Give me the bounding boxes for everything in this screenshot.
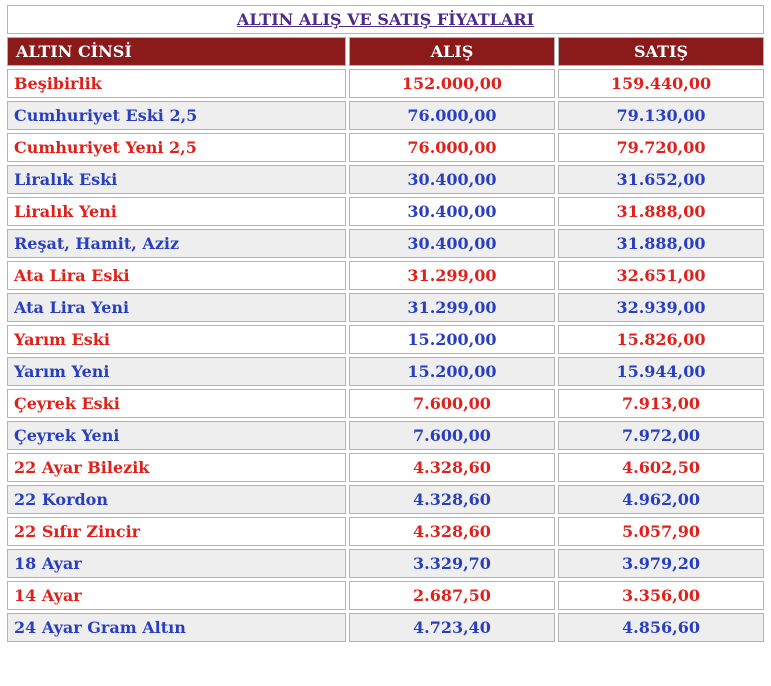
buy-price-cell: 30.400,00 <box>349 165 555 194</box>
gold-type-cell: 22 Sıfır Zincir <box>7 517 346 546</box>
sell-price-cell: 7.913,00 <box>558 389 764 418</box>
sell-price-cell: 4.962,00 <box>558 485 764 514</box>
table-row <box>7 229 764 258</box>
gold-type-cell: Çeyrek Yeni <box>7 421 346 450</box>
sell-price-cell: 7.972,00 <box>558 421 764 450</box>
gold-type-cell: Ata Lira Eski <box>7 261 346 290</box>
table-row <box>7 69 764 98</box>
buy-price-cell: 4.328,60 <box>349 485 555 514</box>
table-row <box>7 357 764 386</box>
buy-price-cell: 31.299,00 <box>349 293 555 322</box>
table-row <box>7 549 764 578</box>
sell-price-cell: 4.602,50 <box>558 453 764 482</box>
table-row <box>7 133 764 162</box>
gold-type-cell: Reşat, Hamit, Aziz <box>7 229 346 258</box>
sell-price-cell: 4.856,60 <box>558 613 764 642</box>
gold-type-cell: 14 Ayar <box>7 581 346 610</box>
sell-price-cell: 31.888,00 <box>558 229 764 258</box>
column-header-sell: SATIŞ <box>558 37 764 66</box>
gold-type-cell: 22 Kordon <box>7 485 346 514</box>
sell-price-cell: 32.939,00 <box>558 293 764 322</box>
title-link[interactable]: ALTIN ALIŞ VE SATIŞ FİYATLARI <box>236 10 535 29</box>
buy-price-cell: 4.723,40 <box>349 613 555 642</box>
gold-type-cell: Beşibirlik <box>7 69 346 98</box>
gold-type-cell: Yarım Eski <box>7 325 346 354</box>
column-header-buy: ALIŞ <box>349 37 555 66</box>
buy-price-cell: 3.329,70 <box>349 549 555 578</box>
sell-price-cell: 3.356,00 <box>558 581 764 610</box>
gold-price-table <box>4 2 767 645</box>
buy-price-cell: 7.600,00 <box>349 421 555 450</box>
gold-type-cell: Liralık Yeni <box>7 197 346 226</box>
gold-type-cell: 22 Ayar Bilezik <box>7 453 346 482</box>
buy-price-cell: 30.400,00 <box>349 197 555 226</box>
column-header-type: ALTIN CİNSİ <box>7 37 346 66</box>
gold-type-cell: 18 Ayar <box>7 549 346 578</box>
gold-type-cell: Yarım Yeni <box>7 357 346 386</box>
buy-price-cell: 30.400,00 <box>349 229 555 258</box>
sell-price-cell: 5.057,90 <box>558 517 764 546</box>
sell-price-cell: 31.652,00 <box>558 165 764 194</box>
table-row <box>7 581 764 610</box>
buy-price-cell: 7.600,00 <box>349 389 555 418</box>
sell-price-cell: 79.720,00 <box>558 133 764 162</box>
table-row <box>7 389 764 418</box>
gold-type-cell: Cumhuriyet Eski 2,5 <box>7 101 346 130</box>
sell-price-cell: 15.826,00 <box>558 325 764 354</box>
sell-price-cell: 3.979,20 <box>558 549 764 578</box>
table-row <box>7 293 764 322</box>
table-row <box>7 453 764 482</box>
buy-price-cell: 4.328,60 <box>349 517 555 546</box>
buy-price-cell: 76.000,00 <box>349 133 555 162</box>
sell-price-cell: 32.651,00 <box>558 261 764 290</box>
table-row <box>7 517 764 546</box>
sell-price-cell: 159.440,00 <box>558 69 764 98</box>
header-row <box>7 37 764 66</box>
buy-price-cell: 2.687,50 <box>349 581 555 610</box>
buy-price-cell: 15.200,00 <box>349 325 555 354</box>
table-row <box>7 421 764 450</box>
buy-price-cell: 31.299,00 <box>349 261 555 290</box>
buy-price-cell: 152.000,00 <box>349 69 555 98</box>
buy-price-cell: 4.328,60 <box>349 453 555 482</box>
sell-price-cell: 31.888,00 <box>558 197 764 226</box>
gold-type-cell: Çeyrek Eski <box>7 389 346 418</box>
table-row <box>7 101 764 130</box>
table-row <box>7 165 764 194</box>
title-cell <box>7 5 764 34</box>
sell-price-cell: 15.944,00 <box>558 357 764 386</box>
buy-price-cell: 76.000,00 <box>349 101 555 130</box>
table-body <box>7 69 764 642</box>
table-row <box>7 261 764 290</box>
gold-type-cell: Liralık Eski <box>7 165 346 194</box>
sell-price-cell: 79.130,00 <box>558 101 764 130</box>
table-row <box>7 613 764 642</box>
buy-price-cell: 15.200,00 <box>349 357 555 386</box>
table-row <box>7 325 764 354</box>
table-row <box>7 485 764 514</box>
title-row <box>7 5 764 34</box>
gold-type-cell: 24 Ayar Gram Altın <box>7 613 346 642</box>
table-row <box>7 197 764 226</box>
gold-type-cell: Ata Lira Yeni <box>7 293 346 322</box>
gold-type-cell: Cumhuriyet Yeni 2,5 <box>7 133 346 162</box>
